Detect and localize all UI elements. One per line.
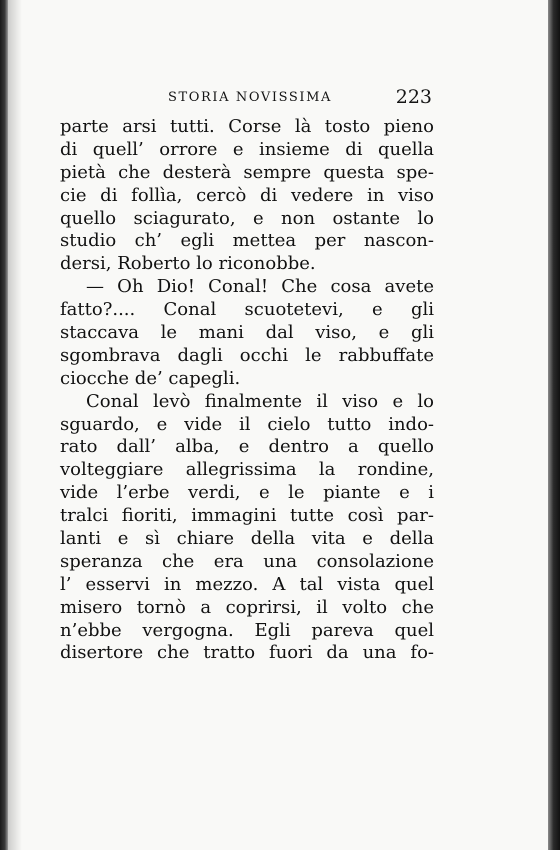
text-line: pietà che desterà sempre questa spe- xyxy=(60,161,434,183)
gutter-shadow xyxy=(8,0,22,850)
text-line: l’ esservi in mezzo. A tal vista quel xyxy=(60,573,434,595)
page-number: 223 xyxy=(395,86,432,108)
text-line: parte arsi tutti. Corse là tosto pieno xyxy=(60,116,434,137)
text-line: disertore che tratto fuori da una fo- xyxy=(60,642,434,664)
text-line: speranza che era una consolazione xyxy=(60,550,434,572)
text-line: Conal levò finalmente il viso e lo xyxy=(86,390,434,412)
page-header xyxy=(60,86,432,110)
text-line: rato dall’ alba, e dentro a quello xyxy=(60,436,434,458)
text-line: cie di follìa, cercò di vedere in viso xyxy=(60,184,434,206)
text-line: sguardo, e vide il cielo tutto indo- xyxy=(60,413,434,435)
text-line: — Oh Dio! Conal! Che cosa avete xyxy=(86,276,434,298)
text-line: volteggiare allegrissima la rondine, xyxy=(60,459,434,481)
text-line: dersi, Roberto lo riconobbe. xyxy=(60,253,316,275)
text-line: di quell’ orrore e insieme di quella xyxy=(60,138,434,160)
text-line: vide l’erbe verdi, e le piante e i xyxy=(60,482,434,504)
text-line: n’ebbe vergogna. Egli pareva quel xyxy=(60,619,434,641)
text-line: ciocche de’ capegli. xyxy=(60,367,241,389)
text-line: misero tornò a coprirsi, il volto che xyxy=(60,596,434,618)
running-title: STORIA NOVISSIMA xyxy=(168,90,333,105)
body-text xyxy=(60,116,434,665)
text-line: studio ch’ egli mettea per nascon- xyxy=(60,230,434,252)
binding-edge-left xyxy=(0,0,8,850)
text-line: lanti e sì chiare della vita e della xyxy=(60,528,434,550)
text-line: sgombrava dagli occhi le rabbuffate xyxy=(60,344,434,366)
text-line: quello sciagurato, e non ostante lo xyxy=(60,207,434,229)
page-edge-right xyxy=(548,0,560,850)
text-line: staccava le mani dal viso, e gli xyxy=(60,322,434,344)
text-line: tralci fioriti, immagini tutte così par- xyxy=(60,505,434,527)
text-line: fatto?.... Conal scuotetevi, e gli xyxy=(60,299,434,321)
